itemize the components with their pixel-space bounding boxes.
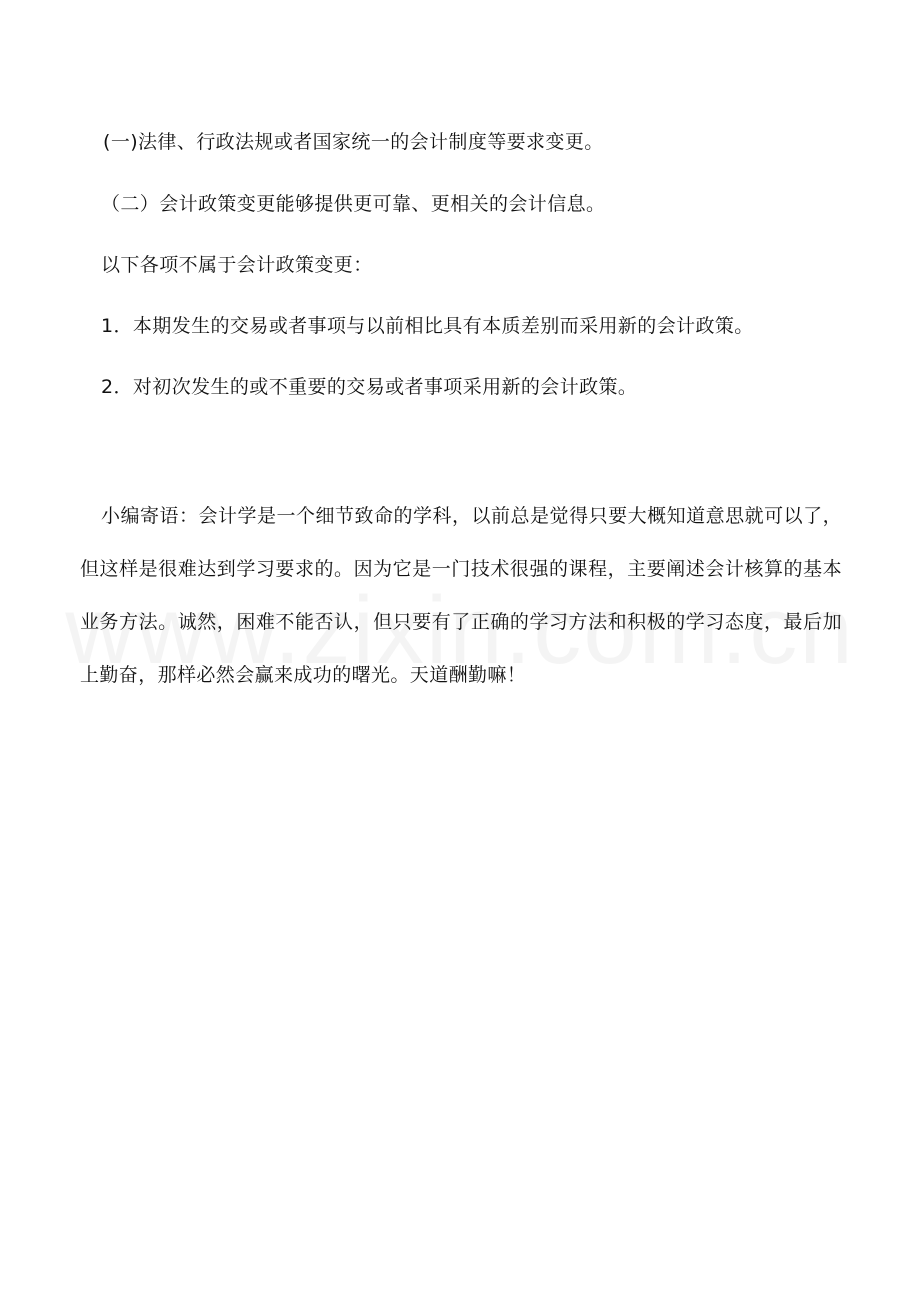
exclusion-item-2: 2．对初次发生的或不重要的交易或者事项采用新的会计政策。: [101, 376, 638, 398]
editor-note-paragraph: 小编寄语：会计学是一个细节致命的学科，以前总是觉得只要大概知道意思就可以了，但这样是很难达到学习要求的。因为它是一门技术很强的课程，主要阐述会计核算的基本业务方法。诚然，困难不能否认，但只要有了正确的学习方法和积极的学习态度，最后加上勤奋，那样必然会赢来成功的曙光。天道酬勤嘛！: [80, 505, 842, 686]
condition-line-1: (一)法律、行政法规或者国家统一的会计制度等要求变更。: [103, 131, 604, 153]
exclusion-heading: 以下各项不属于会计政策变更：: [101, 254, 373, 276]
exclusion-item-1: 1．本期发生的交易或者事项与以前相比具有本质差别而采用新的会计政策。: [101, 315, 754, 337]
condition-line-2: （二）会计政策变更能够提供更可靠、更相关的会计信息。: [101, 193, 606, 215]
